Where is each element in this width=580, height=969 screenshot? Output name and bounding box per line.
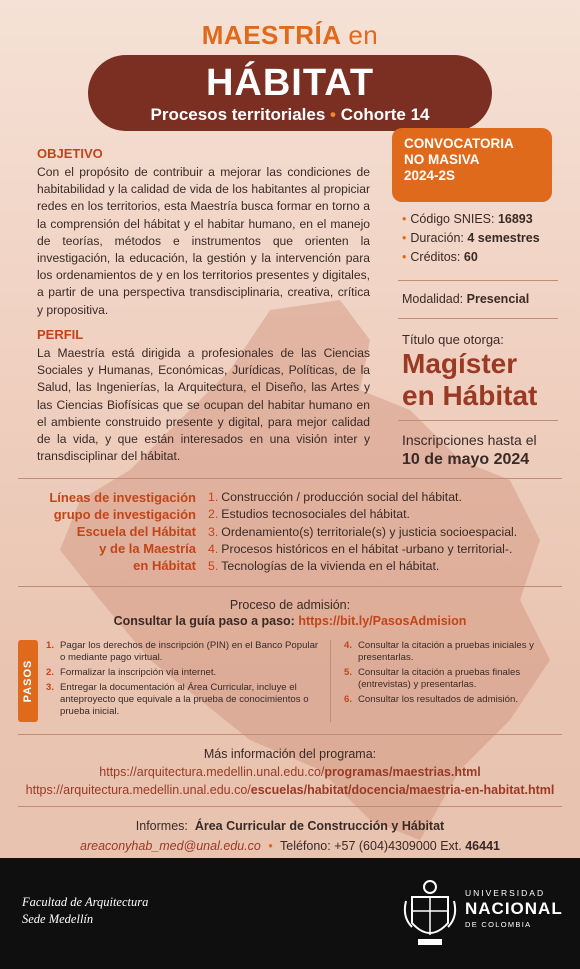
lineas-heading: Líneas de investigación grupo de investigación Escuela del Hábitat y de la Maestría en Hábitat	[49, 490, 196, 573]
inscripciones-date: 10 de mayo 2024	[402, 451, 530, 468]
steps-divider	[330, 640, 331, 722]
step-item: 2. Formalizar la inscripción vía internet.	[46, 667, 217, 678]
admision-link[interactable]: https://bit.ly/PasosAdmision	[298, 614, 467, 628]
email-link[interactable]: areaconyhab_med@unal.edu.co	[80, 839, 261, 853]
section-divider	[18, 586, 562, 587]
program-url-link[interactable]: https://arquitectura.medellin.unal.edu.co/programas/maestrias.html	[99, 765, 481, 779]
list-item: 1. Construcción / producción social del hábitat.	[208, 490, 462, 504]
convocatoria-badge: CONVOCATORIA NO MASIVA 2024-2S	[392, 128, 552, 202]
titulo-degree: Magíster en Hábitat	[402, 348, 538, 411]
program-facts	[402, 210, 567, 267]
section-divider	[18, 806, 562, 807]
step-item: 5. Consultar la citación a pruebas finales (entrevistas) y presentarlas.	[344, 667, 521, 690]
header-program-type: MAESTRÍA en	[201, 20, 379, 50]
footer	[0, 858, 580, 969]
perfil-text: La Maestría está dirigida a profesionales de las Ciencias Sociales y Humanas, Económicas, Jurídicas, Políticas, de la Salud, las Ingenierías, la Arquitectura, el Diseño, las Artes y las Ciencias Biofísicas que se ocupan del habitar humano en el ambiente construido presente y digital, para mejor calidad de la vida, y que están interesados en una visión inter y transdisciplinar del hábitat.	[37, 346, 370, 464]
step-item: 4. Consultar la citación a pruebas iniciales y presentarlas.	[344, 640, 534, 663]
informes-section: Informes: Área Curricular de Construcción y Hábitat areaconyhab_med@unal.edu.co • Teléfono: +57 (604)4309000 Ext. 46441	[80, 819, 500, 853]
modalidad: Modalidad: Presencial	[402, 292, 530, 306]
inscripciones-label: Inscripciones hasta el	[402, 432, 537, 448]
steps-left	[46, 640, 321, 721]
program-title: HÁBITAT	[205, 62, 375, 104]
step-item: 6. Consultar los resultados de admisión.	[344, 694, 518, 705]
section-divider	[18, 478, 562, 479]
step-item: 3. Entregar la documentación al Área Curricular, incluye el anteproyecto que equivale a la prueba de conocimientos o prueba inicial.	[46, 682, 309, 717]
habitat-url-link[interactable]: https://arquitectura.medellin.unal.edu.co/escuelas/habitat/docencia/maestria-en-habitat.html	[25, 783, 555, 797]
perfil-heading: PERFIL	[37, 327, 84, 342]
titulo-label: Título que otorga:	[402, 332, 504, 347]
fact-snies: • Código SNIES: 16893	[402, 212, 533, 226]
admision-section: Proceso de admisión: Consultar la guía paso a paso: https://bit.ly/PasosAdmision	[113, 598, 467, 628]
objetivo-text: Con el propósito de contribuir a mejorar las condiciones de habitabilidad y la calidad de vida de los habitantes al propiciar redes en los territorios, esta Maestría busca formar en torno a la comprensión del hábitat y el habitar humano, en el manejo de teorías, métodos e instrumentos que orienten la investigación, la educación, la gestión y la intervención para los ordenamientos de y en los territorios presentes y digitales, a partir de una perspectiva transdisciplinaria, creativa, crítica y propositiva.	[37, 165, 370, 317]
university-crest-icon	[402, 877, 458, 949]
pasos-tab: PASOS	[18, 640, 38, 722]
objetivo-heading: OBJETIVO	[37, 146, 103, 161]
mas-info-section: Más información del programa: https://arquitectura.medellin.unal.edu.co/programas/maestrias.html https://arquitectura.medellin.unal.edu.co/escuelas/habitat/docencia/maestria-en-habitat.html	[0, 745, 580, 799]
list-item: 5. Tecnologías de la vivienda en el hábitat.	[208, 559, 440, 574]
program-subtitle: Procesos territoriales • Cohorte 14	[150, 105, 430, 124]
title-banner	[88, 55, 492, 131]
fact-creditos: • Créditos: 60	[402, 250, 478, 264]
divider	[398, 280, 558, 281]
divider	[398, 318, 558, 319]
header	[0, 20, 580, 51]
list-item: 2. Estudios tecnosociales del hábitat.	[208, 507, 410, 522]
phone: Teléfono: +57 (604)4309000 Ext.	[280, 839, 466, 853]
step-item: 1. Pagar los derechos de inscripción (PIN) en el Banco Popular o mediante pago virtual.	[46, 640, 319, 663]
section-divider	[18, 734, 562, 735]
list-item: 3. Ordenamiento(s) territoriale(s) y justicia socioespacial.	[208, 524, 518, 539]
list-item: 4. Procesos históricos en el hábitat -urbano y territorial-.	[208, 541, 513, 556]
fact-duracion: • Duración: 4 semestres	[402, 231, 540, 245]
faculty-name: Facultad de Arquitectura Sede Medellín	[22, 895, 149, 926]
divider	[398, 420, 558, 421]
university-logo: UNIVERSIDAD NACIONAL DE COLOMBIA	[465, 888, 563, 929]
lineas-list	[208, 489, 558, 575]
steps-right	[344, 640, 554, 709]
